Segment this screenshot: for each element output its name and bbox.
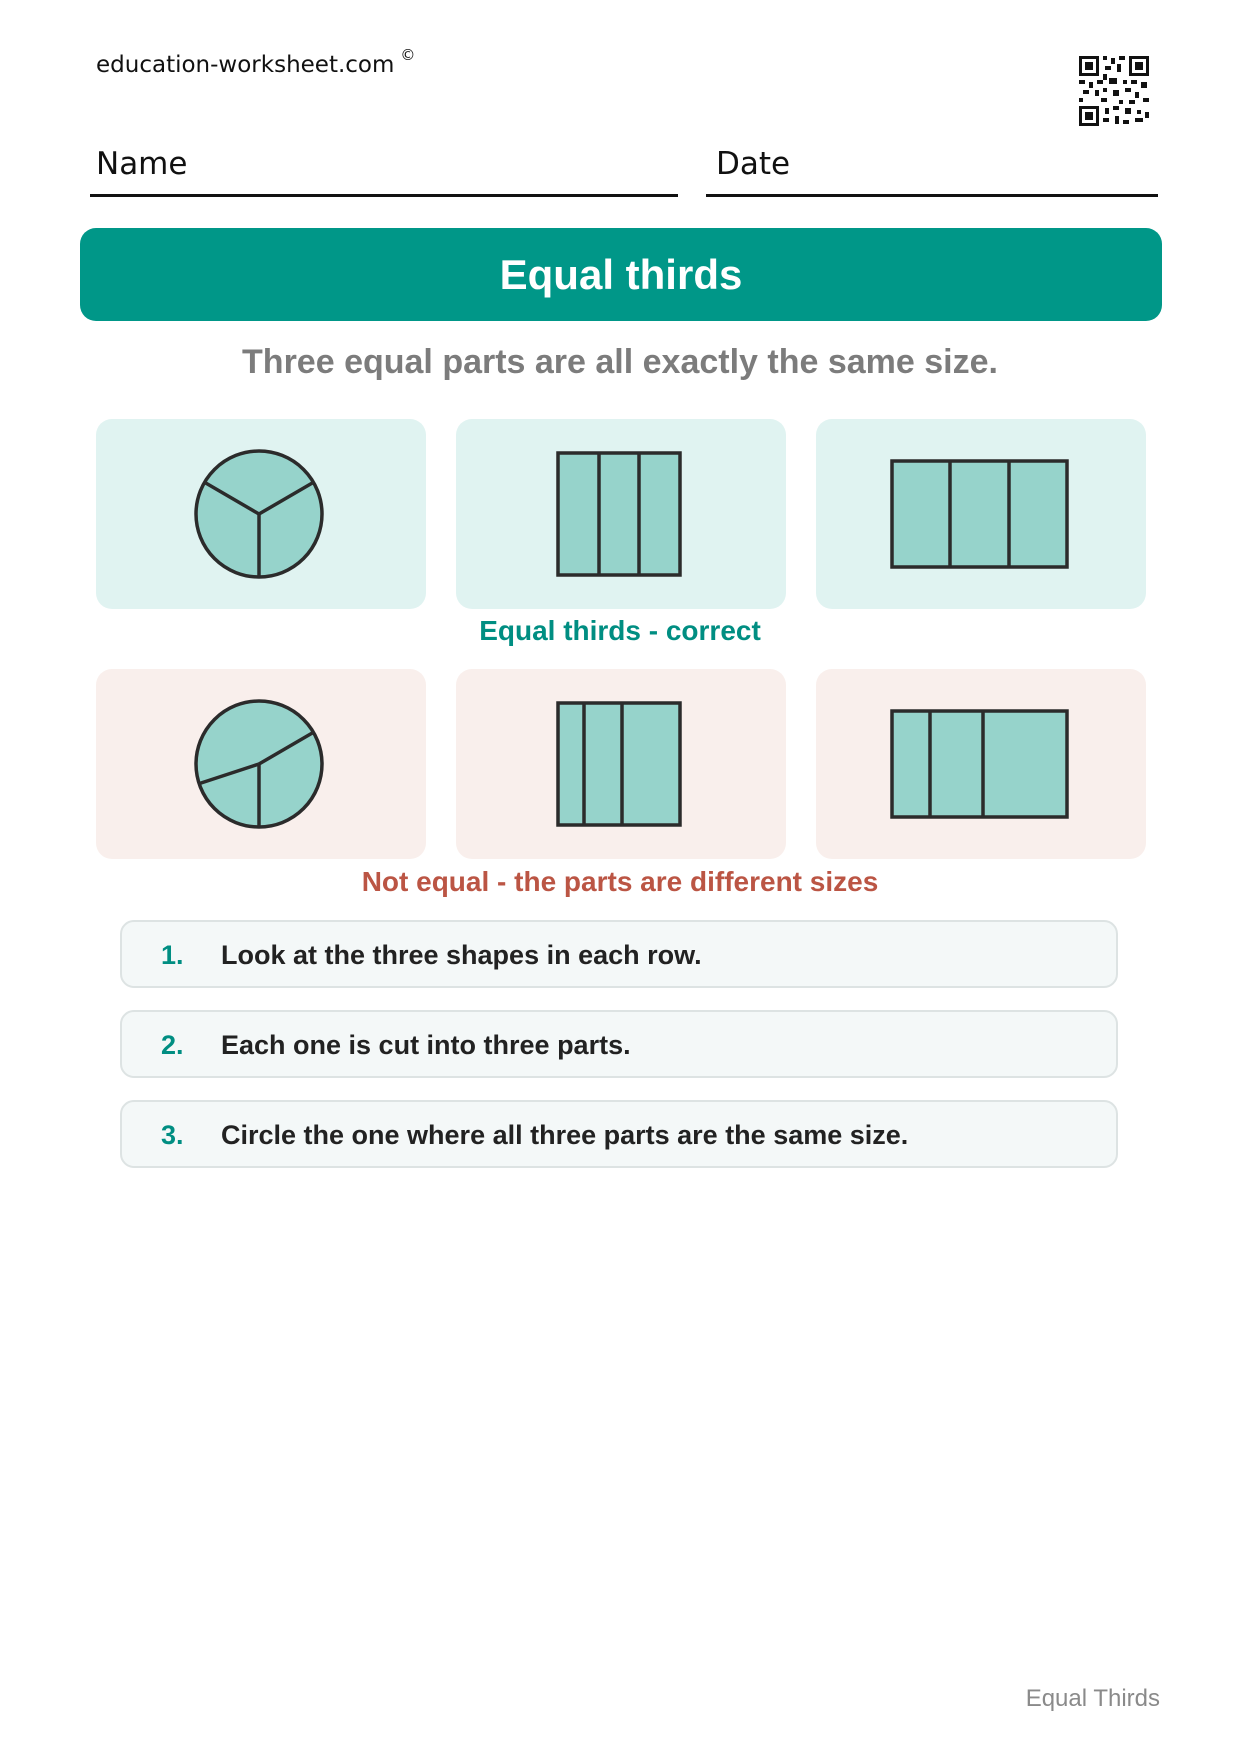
- name-field[interactable]: [90, 142, 678, 197]
- step-text: Look at the three shapes in each row.: [221, 940, 702, 970]
- instruction-step: [120, 1100, 1118, 1168]
- step-number: 2.: [161, 1030, 184, 1060]
- instruction-step: [120, 920, 1118, 988]
- wide-rect-equal-thirds-shape: [816, 419, 1146, 609]
- site-name: [96, 46, 415, 78]
- page-title: Equal thirds: [499, 250, 743, 298]
- name-label: Name: [96, 146, 188, 182]
- step-number: 3.: [161, 1120, 184, 1150]
- shape-card-tall-rect-equal[interactable]: [456, 419, 786, 609]
- shape-card-circle-equal[interactable]: [96, 419, 426, 609]
- shape-card-wide-rect-unequal[interactable]: [816, 669, 1146, 859]
- date-field[interactable]: [706, 142, 1158, 197]
- subtitle: Three equal parts are all exactly the same size.: [242, 343, 998, 381]
- step-text: Circle the one where all three parts are the same size.: [221, 1120, 909, 1150]
- wrong-row-caption: Not equal - the parts are different sizes: [361, 866, 879, 897]
- tall-rect-unequal-parts-shape: [456, 669, 786, 859]
- footer-title: Equal Thirds: [1025, 1685, 1160, 1712]
- date-label: Date: [716, 146, 791, 182]
- copyright-symbol: ©: [400, 46, 416, 64]
- circle-unequal-parts-shape: [96, 669, 426, 859]
- site-url: education-worksheet.com: [96, 52, 395, 78]
- title-banner: [80, 228, 1162, 321]
- step-number: 1.: [161, 940, 184, 970]
- circle-equal-thirds-shape: [96, 419, 426, 609]
- instruction-step: [120, 1010, 1118, 1078]
- step-text: Each one is cut into three parts.: [221, 1030, 631, 1060]
- shape-card-tall-rect-unequal[interactable]: [456, 669, 786, 859]
- shape-card-wide-rect-equal[interactable]: [816, 419, 1146, 609]
- correct-row-caption: Equal thirds - correct: [479, 615, 761, 646]
- tall-rect-equal-thirds-shape: [456, 419, 786, 609]
- qr-code-icon: [1079, 56, 1149, 126]
- wide-rect-unequal-parts-shape: [816, 669, 1146, 859]
- shape-card-circle-unequal[interactable]: [96, 669, 426, 859]
